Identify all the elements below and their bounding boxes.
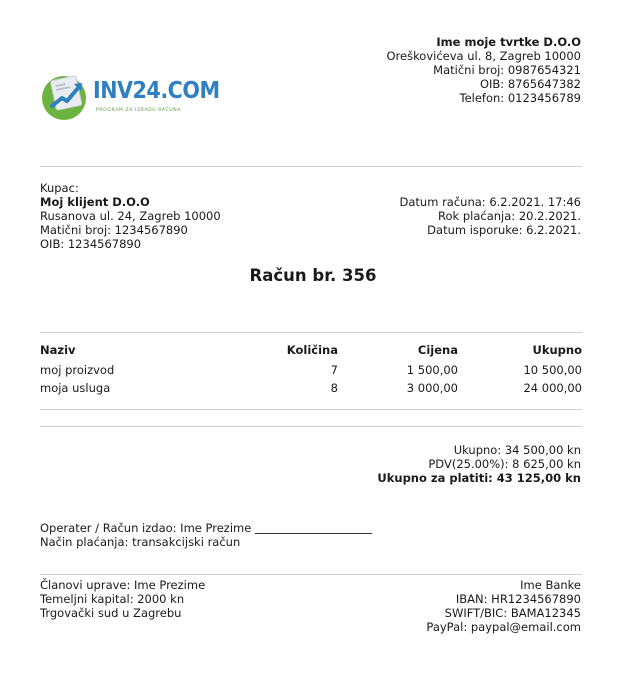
header-qty: Količina bbox=[286, 343, 338, 357]
invoice-dates bbox=[400, 195, 581, 237]
trade-court: Trgovački sud u Zagrebu bbox=[40, 606, 182, 620]
header-price: Cijena bbox=[417, 343, 458, 357]
company-address: Oreškovićeva ul. 8, Zagreb 10000 bbox=[386, 49, 581, 63]
item-name: moja usluga bbox=[40, 381, 111, 395]
totals-block bbox=[377, 443, 581, 485]
paypal-account: PayPal: paypal@email.com bbox=[426, 620, 581, 634]
divider-table-bottom bbox=[40, 409, 582, 410]
client-mb: Matični broj: 1234567890 bbox=[40, 223, 188, 237]
company-info bbox=[386, 35, 581, 105]
table-header-row bbox=[40, 343, 582, 361]
delivery-date: Datum isporuke: 6.2.2021. bbox=[427, 223, 581, 237]
header-total: Ukupno bbox=[532, 343, 582, 357]
board-members: Članovi uprave: Ime Prezime bbox=[40, 578, 206, 592]
subtotal: Ukupno: 34 500,00 kn bbox=[453, 443, 581, 457]
footer-legal bbox=[40, 578, 205, 620]
item-price: 3 000,00 bbox=[406, 381, 458, 395]
invoice-title: Račun br. 356 bbox=[249, 266, 377, 285]
bank-name: Ime Banke bbox=[520, 578, 581, 592]
item-total: 24 000,00 bbox=[523, 381, 582, 395]
payment-method: Način plaćanja: transakcijski račun bbox=[40, 535, 241, 549]
bank-swift: SWIFT/BIC: BAMA12345 bbox=[444, 606, 581, 620]
client-label: Kupac: bbox=[40, 181, 79, 195]
client-oib: OIB: 1234567890 bbox=[40, 237, 142, 251]
item-qty: 8 bbox=[330, 381, 338, 395]
issued-by: Operater / Račun izdao: Ime Prezime bbox=[40, 521, 252, 535]
company-name: Ime moje tvrtke D.O.O bbox=[436, 35, 581, 49]
item-name: moj proizvod bbox=[40, 363, 115, 377]
client-address: Rusanova ul. 24, Zagreb 10000 bbox=[40, 209, 221, 223]
item-qty: 7 bbox=[330, 363, 338, 377]
divider-footer bbox=[40, 574, 582, 575]
divider-totals bbox=[40, 426, 582, 427]
invoice-chart-icon bbox=[40, 70, 92, 122]
logo-tagline: PROGRAM ZA IZRADU RAČUNA bbox=[96, 108, 182, 113]
client-name: Moj klijent D.O.O bbox=[40, 195, 150, 209]
item-price: 1 500,00 bbox=[406, 363, 458, 377]
company-mb: Matični broj: 0987654321 bbox=[433, 63, 581, 77]
signature-line bbox=[255, 521, 372, 534]
logo-brand: INV24.COM bbox=[93, 78, 220, 104]
divider-table-top bbox=[40, 332, 582, 333]
table-row bbox=[40, 379, 582, 397]
share-capital: Temeljni kapital: 2000 kn bbox=[40, 592, 185, 606]
due-date: Rok plaćanja: 20.2.2021. bbox=[438, 209, 581, 223]
bank-iban: IBAN: HR1234567890 bbox=[455, 592, 581, 606]
company-logo bbox=[40, 68, 220, 124]
item-total: 10 500,00 bbox=[523, 363, 582, 377]
vat-total: PDV(25.00%): 8 625,00 kn bbox=[428, 457, 581, 471]
invoice-date: Datum računa: 6.2.2021. 17:46 bbox=[399, 195, 581, 209]
footer-bank bbox=[426, 578, 581, 634]
header-name: Naziv bbox=[40, 343, 76, 357]
divider-top bbox=[40, 166, 582, 167]
operator-block bbox=[40, 521, 372, 549]
company-phone: Telefon: 0123456789 bbox=[459, 91, 581, 105]
grand-total: Ukupno za platiti: 43 125,00 kn bbox=[377, 471, 581, 485]
client-info bbox=[40, 181, 221, 251]
table-row bbox=[40, 361, 582, 379]
items-table bbox=[40, 343, 582, 397]
company-oib: OIB: 8765647382 bbox=[479, 77, 581, 91]
